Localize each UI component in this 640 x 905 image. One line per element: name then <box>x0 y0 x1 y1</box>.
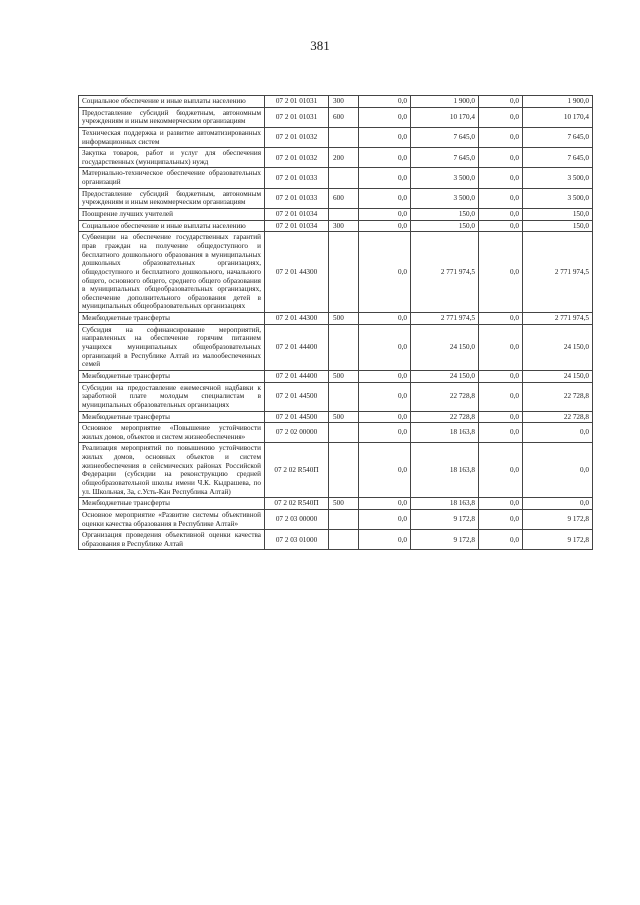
row-expense-type <box>329 209 359 221</box>
row-value-4: 1 900,0 <box>523 96 593 108</box>
row-value-1: 0,0 <box>359 370 411 382</box>
row-code: 07 2 01 01033 <box>265 168 329 188</box>
row-value-3: 0,0 <box>479 96 523 108</box>
row-code: 07 2 01 44300 <box>265 313 329 325</box>
table-row <box>79 168 593 188</box>
row-code: 07 2 01 44300 <box>265 232 329 313</box>
row-code: 07 2 03 00000 <box>265 509 329 529</box>
row-value-4: 22 728,8 <box>523 382 593 411</box>
row-expense-type <box>329 168 359 188</box>
table-row <box>79 232 593 313</box>
row-value-4: 0,0 <box>523 423 593 443</box>
row-value-1: 0,0 <box>359 127 411 147</box>
row-value-1: 0,0 <box>359 148 411 168</box>
row-value-1: 0,0 <box>359 498 411 510</box>
row-expense-type: 600 <box>329 188 359 208</box>
row-value-3: 0,0 <box>479 232 523 313</box>
row-value-4: 9 172,8 <box>523 509 593 529</box>
row-name: Предоставление субсидий бюджетным, автономным учреждениям и иным некоммерческим организациям <box>79 107 265 127</box>
row-value-2: 7 645,0 <box>411 127 479 147</box>
row-expense-type: 500 <box>329 411 359 423</box>
row-code: 07 2 02 R540П <box>265 443 329 498</box>
row-code: 07 2 01 01031 <box>265 96 329 108</box>
row-value-2: 7 645,0 <box>411 148 479 168</box>
row-name: Межбюджетные трансферты <box>79 411 265 423</box>
row-value-2: 24 150,0 <box>411 370 479 382</box>
row-name: Основное мероприятие «Развитие системы объективной оценки качества образования в Республике Алтай» <box>79 509 265 529</box>
table-row <box>79 148 593 168</box>
table-row <box>79 313 593 325</box>
row-value-1: 0,0 <box>359 509 411 529</box>
row-value-1: 0,0 <box>359 411 411 423</box>
row-value-3: 0,0 <box>479 168 523 188</box>
row-expense-type <box>329 423 359 443</box>
row-code: 07 2 01 01034 <box>265 220 329 232</box>
row-expense-type: 300 <box>329 96 359 108</box>
row-value-4: 7 645,0 <box>523 148 593 168</box>
row-name: Техническая поддержка и развитие автоматизированных информационных систем <box>79 127 265 147</box>
row-value-2: 22 728,8 <box>411 411 479 423</box>
table-row <box>79 509 593 529</box>
row-name: Материально-техническое обеспечение образовательных организаций <box>79 168 265 188</box>
row-name: Организация проведения объективной оценки качества образования в Республике Алтай <box>79 530 265 550</box>
row-code: 07 2 01 01031 <box>265 107 329 127</box>
row-code: 07 2 01 01032 <box>265 148 329 168</box>
row-value-3: 0,0 <box>479 209 523 221</box>
row-value-1: 0,0 <box>359 220 411 232</box>
row-value-3: 0,0 <box>479 127 523 147</box>
row-expense-type <box>329 232 359 313</box>
row-value-4: 0,0 <box>523 443 593 498</box>
row-code: 07 2 01 01032 <box>265 127 329 147</box>
row-value-2: 3 500,0 <box>411 188 479 208</box>
row-value-3: 0,0 <box>479 313 523 325</box>
table-row <box>79 498 593 510</box>
row-name: Поощрение лучших учителей <box>79 209 265 221</box>
row-value-3: 0,0 <box>479 382 523 411</box>
row-value-4: 7 645,0 <box>523 127 593 147</box>
table-row <box>79 370 593 382</box>
row-value-3: 0,0 <box>479 220 523 232</box>
row-name: Межбюджетные трансферты <box>79 370 265 382</box>
row-code: 07 2 01 44400 <box>265 370 329 382</box>
row-value-2: 2 771 974,5 <box>411 313 479 325</box>
row-value-4: 0,0 <box>523 498 593 510</box>
table-row <box>79 324 593 370</box>
row-value-1: 0,0 <box>359 530 411 550</box>
page-number: 381 <box>310 38 330 53</box>
row-expense-type: 200 <box>329 148 359 168</box>
row-value-3: 0,0 <box>479 148 523 168</box>
table-row <box>79 107 593 127</box>
table-row <box>79 443 593 498</box>
row-name: Социальное обеспечение и иные выплаты населению <box>79 220 265 232</box>
row-expense-type <box>329 509 359 529</box>
row-value-3: 0,0 <box>479 498 523 510</box>
row-expense-type <box>329 443 359 498</box>
row-value-4: 150,0 <box>523 220 593 232</box>
row-value-4: 9 172,8 <box>523 530 593 550</box>
row-value-1: 0,0 <box>359 168 411 188</box>
row-value-2: 10 170,4 <box>411 107 479 127</box>
table-row <box>79 209 593 221</box>
row-name: Реализация мероприятий по повышению устойчивости жилых домов, основных объектов и систем жизнеобеспечения в сейсмических районах Российской Федерации (субсидии на реконструкцию средней общеобразовательной школы имени Ч.К. Кыдрашева, по ул. Школьная, 3а, с.Усть-Кан Республика Алтай) <box>79 443 265 498</box>
row-expense-type: 500 <box>329 313 359 325</box>
row-value-4: 10 170,4 <box>523 107 593 127</box>
row-value-2: 3 500,0 <box>411 168 479 188</box>
row-value-3: 0,0 <box>479 509 523 529</box>
row-expense-type: 300 <box>329 220 359 232</box>
row-name: Закупка товаров, работ и услуг для обеспечения государственных (муниципальных) нужд <box>79 148 265 168</box>
row-value-1: 0,0 <box>359 188 411 208</box>
row-code: 07 2 01 44500 <box>265 382 329 411</box>
row-value-1: 0,0 <box>359 324 411 370</box>
row-value-1: 0,0 <box>359 423 411 443</box>
row-value-4: 3 500,0 <box>523 168 593 188</box>
row-expense-type: 500 <box>329 498 359 510</box>
row-value-2: 24 150,0 <box>411 324 479 370</box>
row-value-4: 24 150,0 <box>523 324 593 370</box>
table-body <box>79 96 593 550</box>
row-expense-type <box>329 324 359 370</box>
row-value-4: 150,0 <box>523 209 593 221</box>
row-code: 07 2 01 44500 <box>265 411 329 423</box>
row-value-3: 0,0 <box>479 530 523 550</box>
table-row <box>79 96 593 108</box>
table-row <box>79 127 593 147</box>
row-name: Субсидии на предоставление ежемесячной надбавки к заработной плате молодым специалистам в муниципальных образовательных организациях <box>79 382 265 411</box>
row-value-3: 0,0 <box>479 443 523 498</box>
table-row <box>79 411 593 423</box>
row-expense-type <box>329 127 359 147</box>
row-value-2: 9 172,8 <box>411 530 479 550</box>
row-value-2: 150,0 <box>411 220 479 232</box>
row-code: 07 2 01 44400 <box>265 324 329 370</box>
row-value-2: 9 172,8 <box>411 509 479 529</box>
row-code: 07 2 01 01034 <box>265 209 329 221</box>
row-value-2: 150,0 <box>411 209 479 221</box>
table-row <box>79 188 593 208</box>
row-value-2: 1 900,0 <box>411 96 479 108</box>
row-value-1: 0,0 <box>359 96 411 108</box>
row-expense-type: 600 <box>329 107 359 127</box>
table-row <box>79 220 593 232</box>
row-name: Предоставление субсидий бюджетным, автономным учреждениям и иным некоммерческим организациям <box>79 188 265 208</box>
row-value-4: 2 771 974,5 <box>523 232 593 313</box>
row-code: 07 2 01 01033 <box>265 188 329 208</box>
row-code: 07 2 02 00000 <box>265 423 329 443</box>
row-expense-type <box>329 530 359 550</box>
row-value-1: 0,0 <box>359 313 411 325</box>
row-value-3: 0,0 <box>479 324 523 370</box>
row-value-1: 0,0 <box>359 443 411 498</box>
row-value-4: 24 150,0 <box>523 370 593 382</box>
row-value-3: 0,0 <box>479 411 523 423</box>
row-value-2: 18 163,8 <box>411 498 479 510</box>
row-name: Основное мероприятие «Повышение устойчивости жилых домов, объектов и систем жизнеобеспечения» <box>79 423 265 443</box>
row-value-1: 0,0 <box>359 232 411 313</box>
row-value-1: 0,0 <box>359 107 411 127</box>
table-row <box>79 530 593 550</box>
table-row <box>79 382 593 411</box>
row-value-4: 2 771 974,5 <box>523 313 593 325</box>
budget-table <box>78 95 593 550</box>
row-value-3: 0,0 <box>479 188 523 208</box>
row-value-4: 22 728,8 <box>523 411 593 423</box>
row-value-3: 0,0 <box>479 107 523 127</box>
table-row <box>79 423 593 443</box>
row-value-3: 0,0 <box>479 370 523 382</box>
row-expense-type <box>329 382 359 411</box>
row-value-2: 18 163,8 <box>411 423 479 443</box>
row-value-2: 18 163,8 <box>411 443 479 498</box>
row-value-1: 0,0 <box>359 209 411 221</box>
row-value-4: 3 500,0 <box>523 188 593 208</box>
row-value-2: 2 771 974,5 <box>411 232 479 313</box>
row-name: Межбюджетные трансферты <box>79 313 265 325</box>
row-value-2: 22 728,8 <box>411 382 479 411</box>
row-name: Межбюджетные трансферты <box>79 498 265 510</box>
row-code: 07 2 03 01000 <box>265 530 329 550</box>
row-name: Субсидия на софинансирование мероприятий, направленных на обеспечение горячим питанием учащихся муниципальных общеобразовательных организаций в Республике Алтай из малообеспеченных семей <box>79 324 265 370</box>
row-name: Субвенции на обеспечение государственных гарантий прав граждан на получение общедоступного и бесплатного дошкольного образования в муниципальных дошкольных образовательных организациях, общедоступного и бесплатного дошкольного, начального общего, основного общего, среднего общего образования в муниципальных общеобразовательных организациях, обеспечение дополнительного образования детей в муниципальных общеобразовательных организациях <box>79 232 265 313</box>
row-name: Социальное обеспечение и иные выплаты населению <box>79 96 265 108</box>
row-value-3: 0,0 <box>479 423 523 443</box>
row-code: 07 2 02 R540П <box>265 498 329 510</box>
row-expense-type: 500 <box>329 370 359 382</box>
row-value-1: 0,0 <box>359 382 411 411</box>
